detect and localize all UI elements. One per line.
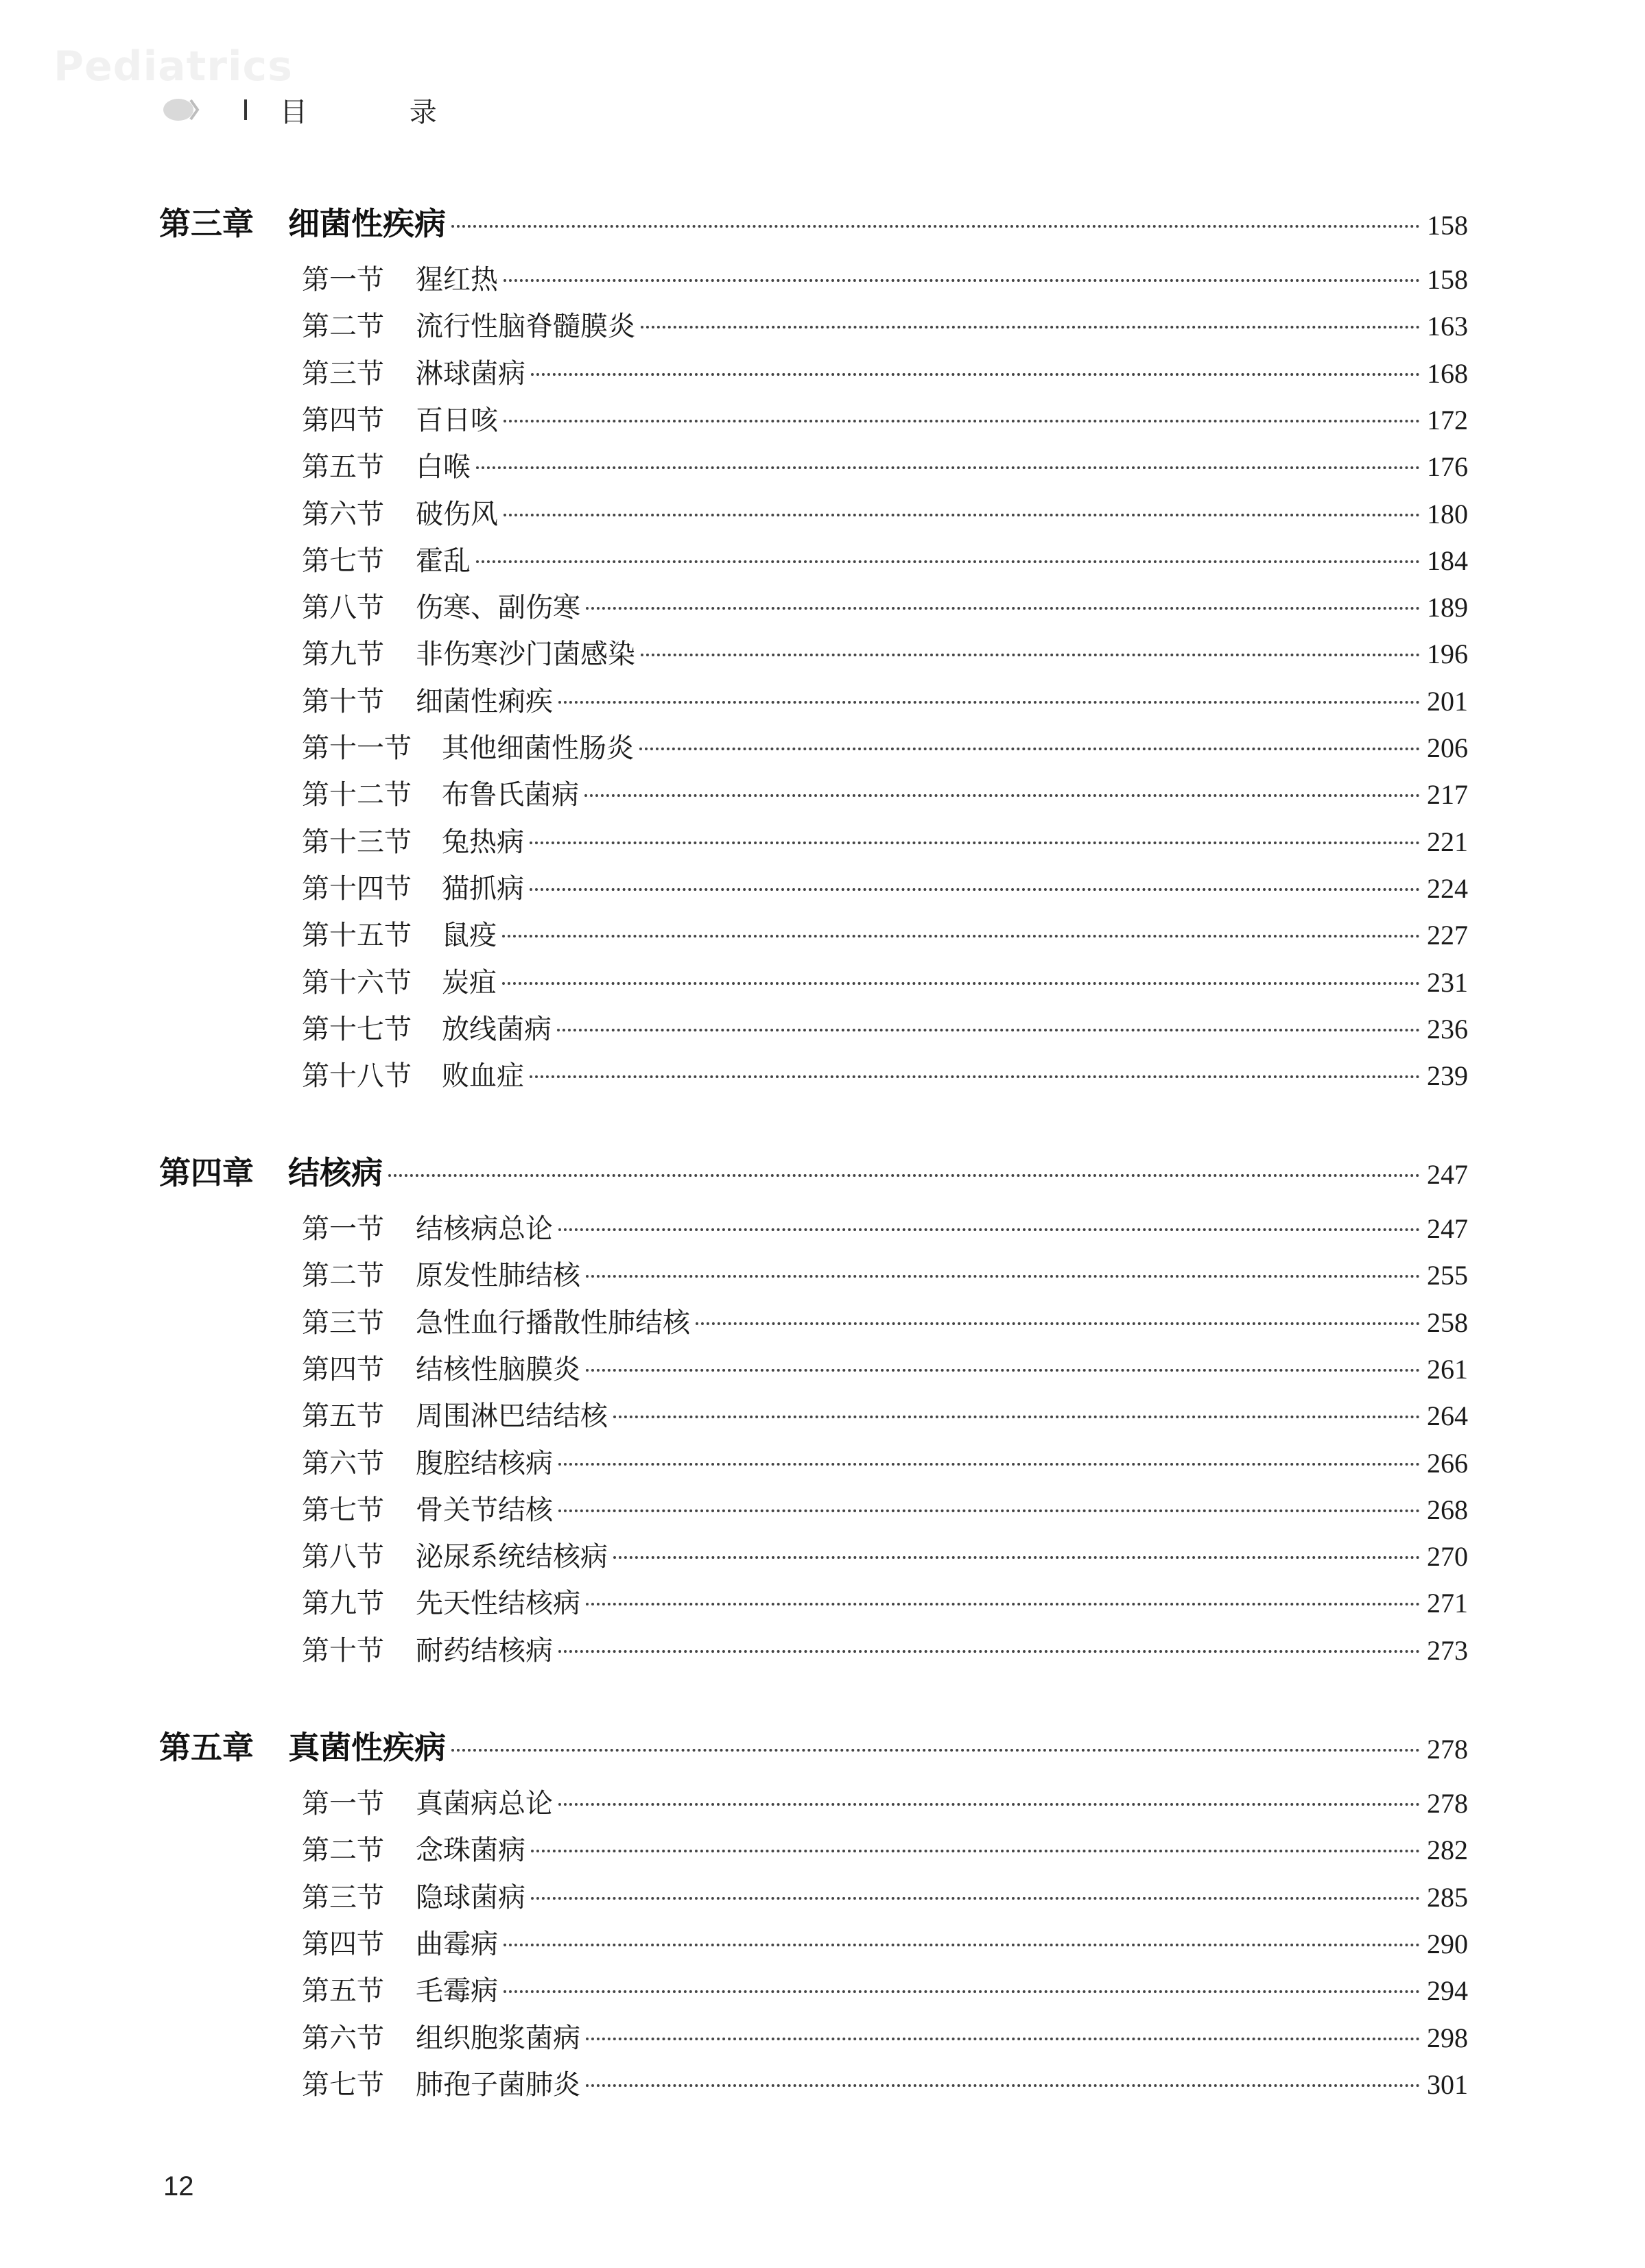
dot-leader bbox=[586, 607, 1420, 610]
toc-section-entry[interactable] bbox=[302, 1442, 1468, 1484]
section-page-number: 224 bbox=[1427, 873, 1468, 904]
dot-leader bbox=[504, 1990, 1420, 1993]
dot-leader bbox=[641, 326, 1420, 329]
dot-leader bbox=[504, 420, 1420, 422]
section-title: 原发性肺结核 bbox=[416, 1260, 580, 1291]
section-page-number: 271 bbox=[1427, 1588, 1468, 1619]
section-title: 白喉 bbox=[416, 451, 471, 483]
toc-section-entry[interactable] bbox=[302, 492, 1468, 535]
section-label: 第一节 bbox=[302, 1213, 384, 1245]
dot-leader bbox=[584, 794, 1420, 797]
section-title: 结核病总论 bbox=[416, 1213, 553, 1245]
section-title: 周围淋巴结结核 bbox=[416, 1400, 608, 1432]
dot-leader bbox=[586, 2038, 1420, 2040]
dot-leader bbox=[530, 841, 1420, 844]
section-page-number: 282 bbox=[1427, 1835, 1468, 1865]
section-title: 破伤风 bbox=[416, 499, 498, 530]
toc-section-entry[interactable] bbox=[302, 2016, 1468, 2059]
section-label: 第十七节 bbox=[302, 1014, 412, 1045]
toc-chapter-entry[interactable] bbox=[159, 199, 1468, 241]
toc-chapter-entry[interactable] bbox=[159, 1148, 1468, 1191]
toc-section-entry[interactable] bbox=[302, 2063, 1468, 2105]
section-page-number: 278 bbox=[1427, 1788, 1468, 1819]
section-title: 淋球菌病 bbox=[416, 358, 525, 390]
section-label: 第二节 bbox=[302, 1260, 384, 1291]
section-page-number: 285 bbox=[1427, 1882, 1468, 1913]
dot-leader bbox=[558, 701, 1420, 704]
book-mark-icon bbox=[161, 96, 204, 123]
section-label: 第六节 bbox=[302, 1448, 384, 1479]
section-title: 急性血行播散性肺结核 bbox=[416, 1307, 690, 1339]
section-label: 第二节 bbox=[302, 1835, 384, 1866]
dot-leader bbox=[586, 1369, 1420, 1372]
dot-leader bbox=[558, 1228, 1420, 1231]
section-page-number: 236 bbox=[1427, 1014, 1468, 1045]
section-page-number: 196 bbox=[1427, 638, 1468, 669]
toc-section-entry[interactable] bbox=[302, 1348, 1468, 1390]
chapter-label: 第五章 bbox=[159, 1729, 254, 1766]
dot-leader bbox=[504, 514, 1420, 516]
section-label: 第十三节 bbox=[302, 826, 412, 858]
dot-leader bbox=[558, 1463, 1420, 1466]
section-page-number: 270 bbox=[1427, 1541, 1468, 1572]
section-label: 第九节 bbox=[302, 1588, 384, 1619]
section-title: 炭疽 bbox=[442, 967, 497, 999]
chapter-page-number: 278 bbox=[1427, 1734, 1468, 1765]
toc-section-entry[interactable] bbox=[302, 1629, 1468, 1671]
dot-leader bbox=[451, 1749, 1420, 1752]
toc-section-entry[interactable] bbox=[302, 398, 1468, 441]
section-title: 腹腔结核病 bbox=[416, 1448, 553, 1479]
dot-leader bbox=[586, 1275, 1420, 1278]
section-page-number: 176 bbox=[1427, 451, 1468, 482]
dot-leader bbox=[476, 560, 1420, 563]
toc-section-entry[interactable] bbox=[302, 1969, 1468, 2012]
section-page-number: 189 bbox=[1427, 592, 1468, 623]
section-title: 隐球菌病 bbox=[416, 1882, 525, 1913]
running-header bbox=[161, 91, 484, 129]
dot-leader bbox=[504, 1944, 1420, 1946]
header-separator bbox=[244, 99, 247, 120]
section-label: 第十四节 bbox=[302, 873, 412, 905]
dot-leader bbox=[531, 1850, 1420, 1852]
toc-section-entry[interactable] bbox=[302, 1535, 1468, 1577]
section-page-number: 266 bbox=[1427, 1448, 1468, 1479]
section-label: 第四节 bbox=[302, 405, 384, 436]
section-label: 第十节 bbox=[302, 1635, 384, 1667]
dot-leader bbox=[586, 1603, 1420, 1605]
dot-leader bbox=[558, 1803, 1420, 1806]
toc-section-entry[interactable] bbox=[302, 586, 1468, 628]
section-label: 第七节 bbox=[302, 2069, 384, 2101]
toc-section-entry[interactable] bbox=[302, 1301, 1468, 1344]
section-title: 放线菌病 bbox=[442, 1014, 552, 1045]
section-label: 第十二节 bbox=[302, 779, 412, 811]
section-page-number: 172 bbox=[1427, 405, 1468, 435]
section-page-number: 163 bbox=[1427, 311, 1468, 342]
toc-section-entry[interactable] bbox=[302, 726, 1468, 769]
section-page-number: 201 bbox=[1427, 686, 1468, 717]
section-page-number: 298 bbox=[1427, 2022, 1468, 2053]
section-page-number: 184 bbox=[1427, 545, 1468, 576]
section-label: 第七节 bbox=[302, 545, 384, 577]
toc-section-entry[interactable] bbox=[302, 867, 1468, 909]
section-title: 真菌病总论 bbox=[416, 1788, 553, 1819]
dot-leader bbox=[557, 1029, 1420, 1031]
section-label: 第三节 bbox=[302, 1307, 384, 1339]
section-label: 第三节 bbox=[302, 1882, 384, 1913]
section-page-number: 221 bbox=[1427, 826, 1468, 857]
toc-section-entry[interactable] bbox=[302, 820, 1468, 863]
dot-leader bbox=[502, 935, 1420, 938]
section-title: 布鲁氏菌病 bbox=[442, 779, 579, 811]
chapter-page-number: 158 bbox=[1427, 210, 1468, 241]
toc-section-entry[interactable] bbox=[302, 1488, 1468, 1531]
section-label: 第十一节 bbox=[302, 732, 412, 764]
section-page-number: 168 bbox=[1427, 358, 1468, 389]
section-title: 伤寒、副伤寒 bbox=[416, 592, 580, 623]
dot-leader bbox=[530, 888, 1420, 891]
section-label: 第九节 bbox=[302, 638, 384, 670]
dot-leader bbox=[558, 1509, 1420, 1512]
page-number: 12 bbox=[163, 2171, 194, 2201]
section-label: 第十八节 bbox=[302, 1060, 412, 1092]
section-label: 第一节 bbox=[302, 264, 384, 296]
section-page-number: 231 bbox=[1427, 967, 1468, 998]
section-page-number: 268 bbox=[1427, 1494, 1468, 1525]
section-title: 鼠疫 bbox=[442, 920, 497, 951]
toc-section-entry[interactable] bbox=[302, 1254, 1468, 1296]
section-page-number: 301 bbox=[1427, 2069, 1468, 2100]
toc-section-entry[interactable] bbox=[302, 305, 1468, 347]
section-page-number: 239 bbox=[1427, 1060, 1468, 1091]
section-label: 第六节 bbox=[302, 499, 384, 530]
dot-leader bbox=[613, 1416, 1420, 1418]
toc-section-entry[interactable] bbox=[302, 914, 1468, 956]
section-title: 念珠菌病 bbox=[416, 1835, 525, 1866]
dot-leader bbox=[502, 982, 1420, 985]
dot-leader bbox=[388, 1174, 1420, 1177]
toc-section-entry[interactable] bbox=[302, 1828, 1468, 1871]
section-title: 毛霉病 bbox=[416, 1975, 498, 2007]
section-label: 第八节 bbox=[302, 1541, 384, 1573]
section-page-number: 294 bbox=[1427, 1975, 1468, 2006]
section-title: 泌尿系统结核病 bbox=[416, 1541, 608, 1573]
section-label: 第五节 bbox=[302, 1400, 384, 1432]
section-label: 第四节 bbox=[302, 1354, 384, 1385]
section-page-number: 261 bbox=[1427, 1354, 1468, 1385]
section-label: 第四节 bbox=[302, 1929, 384, 1960]
section-label: 第八节 bbox=[302, 592, 384, 623]
chapter-title: 结核病 bbox=[288, 1154, 383, 1191]
toc-section-entry[interactable] bbox=[302, 961, 1468, 1003]
section-page-number: 273 bbox=[1427, 1635, 1468, 1666]
section-title: 曲霉病 bbox=[416, 1929, 498, 1960]
section-label: 第一节 bbox=[302, 1788, 384, 1819]
page-title: 目 录 bbox=[280, 96, 484, 128]
dot-leader bbox=[696, 1322, 1420, 1325]
section-label: 第十节 bbox=[302, 686, 384, 717]
section-title: 猫抓病 bbox=[442, 873, 524, 905]
section-label: 第十五节 bbox=[302, 920, 412, 951]
chapter-title: 细菌性疾病 bbox=[288, 205, 446, 242]
section-label: 第五节 bbox=[302, 451, 384, 483]
chapter-page-number: 247 bbox=[1427, 1159, 1468, 1190]
toc-section-entry[interactable] bbox=[302, 258, 1468, 300]
dot-leader bbox=[476, 466, 1420, 469]
section-title: 耐药结核病 bbox=[416, 1635, 553, 1667]
toc-section-entry[interactable] bbox=[302, 1054, 1468, 1097]
section-label: 第三节 bbox=[302, 358, 384, 390]
toc-section-entry[interactable] bbox=[302, 1782, 1468, 1824]
chapter-label: 第四章 bbox=[159, 1154, 254, 1191]
section-title: 霍乱 bbox=[416, 545, 471, 577]
toc-section-entry[interactable] bbox=[302, 1876, 1468, 1918]
section-title: 组织胞浆菌病 bbox=[416, 2022, 580, 2054]
section-title: 骨关节结核 bbox=[416, 1494, 553, 1526]
section-label: 第十六节 bbox=[302, 967, 412, 999]
toc-section-entry[interactable] bbox=[302, 1007, 1468, 1050]
section-title: 肺孢子菌肺炎 bbox=[416, 2069, 580, 2101]
dot-leader bbox=[558, 1650, 1420, 1653]
section-label: 第五节 bbox=[302, 1975, 384, 2007]
section-page-number: 180 bbox=[1427, 499, 1468, 529]
section-page-number: 247 bbox=[1427, 1213, 1468, 1244]
section-page-number: 290 bbox=[1427, 1929, 1468, 1959]
dot-leader bbox=[586, 2084, 1420, 2087]
section-title: 先天性结核病 bbox=[416, 1588, 580, 1619]
section-page-number: 255 bbox=[1427, 1260, 1468, 1291]
section-page-number: 258 bbox=[1427, 1307, 1468, 1338]
section-label: 第六节 bbox=[302, 2022, 384, 2054]
chapter-label: 第三章 bbox=[159, 205, 254, 242]
toc-section-entry[interactable] bbox=[302, 632, 1468, 675]
toc-section-entry[interactable] bbox=[302, 773, 1468, 815]
toc-section-entry[interactable] bbox=[302, 539, 1468, 582]
toc-section-entry[interactable] bbox=[302, 352, 1468, 394]
section-title: 流行性脑脊髓膜炎 bbox=[416, 311, 635, 342]
section-page-number: 264 bbox=[1427, 1400, 1468, 1431]
section-title: 其他细菌性肠炎 bbox=[442, 732, 634, 764]
dot-leader bbox=[531, 1897, 1420, 1900]
toc-section-entry[interactable] bbox=[302, 680, 1468, 722]
toc-section-entry[interactable] bbox=[302, 1922, 1468, 1965]
section-label: 第二节 bbox=[302, 311, 384, 342]
section-page-number: 206 bbox=[1427, 732, 1468, 763]
section-title: 猩红热 bbox=[416, 264, 498, 296]
toc-section-entry[interactable] bbox=[302, 1207, 1468, 1250]
section-page-number: 227 bbox=[1427, 920, 1468, 951]
section-title: 非伤寒沙门菌感染 bbox=[416, 638, 635, 670]
pediatrics-watermark: Pediatrics bbox=[54, 43, 293, 91]
dot-leader bbox=[641, 654, 1420, 656]
toc-section-entry[interactable] bbox=[302, 445, 1468, 488]
section-title: 百日咳 bbox=[416, 405, 498, 436]
dot-leader bbox=[613, 1556, 1420, 1559]
section-page-number: 217 bbox=[1427, 779, 1468, 810]
section-title: 败血症 bbox=[442, 1060, 524, 1092]
section-title: 细菌性痢疾 bbox=[416, 686, 553, 717]
section-title: 兔热病 bbox=[442, 826, 524, 858]
dot-leader bbox=[639, 748, 1420, 750]
dot-leader bbox=[451, 225, 1420, 228]
toc-section-entry[interactable] bbox=[302, 1581, 1468, 1624]
dot-leader bbox=[531, 373, 1420, 376]
chapter-title: 真菌性疾病 bbox=[288, 1729, 446, 1766]
section-title: 结核性脑膜炎 bbox=[416, 1354, 580, 1385]
toc-chapter-entry[interactable] bbox=[159, 1723, 1468, 1765]
section-page-number: 158 bbox=[1427, 264, 1468, 295]
toc-section-entry[interactable] bbox=[302, 1394, 1468, 1437]
dot-leader bbox=[530, 1075, 1420, 1078]
section-label: 第七节 bbox=[302, 1494, 384, 1526]
dot-leader bbox=[504, 279, 1420, 282]
